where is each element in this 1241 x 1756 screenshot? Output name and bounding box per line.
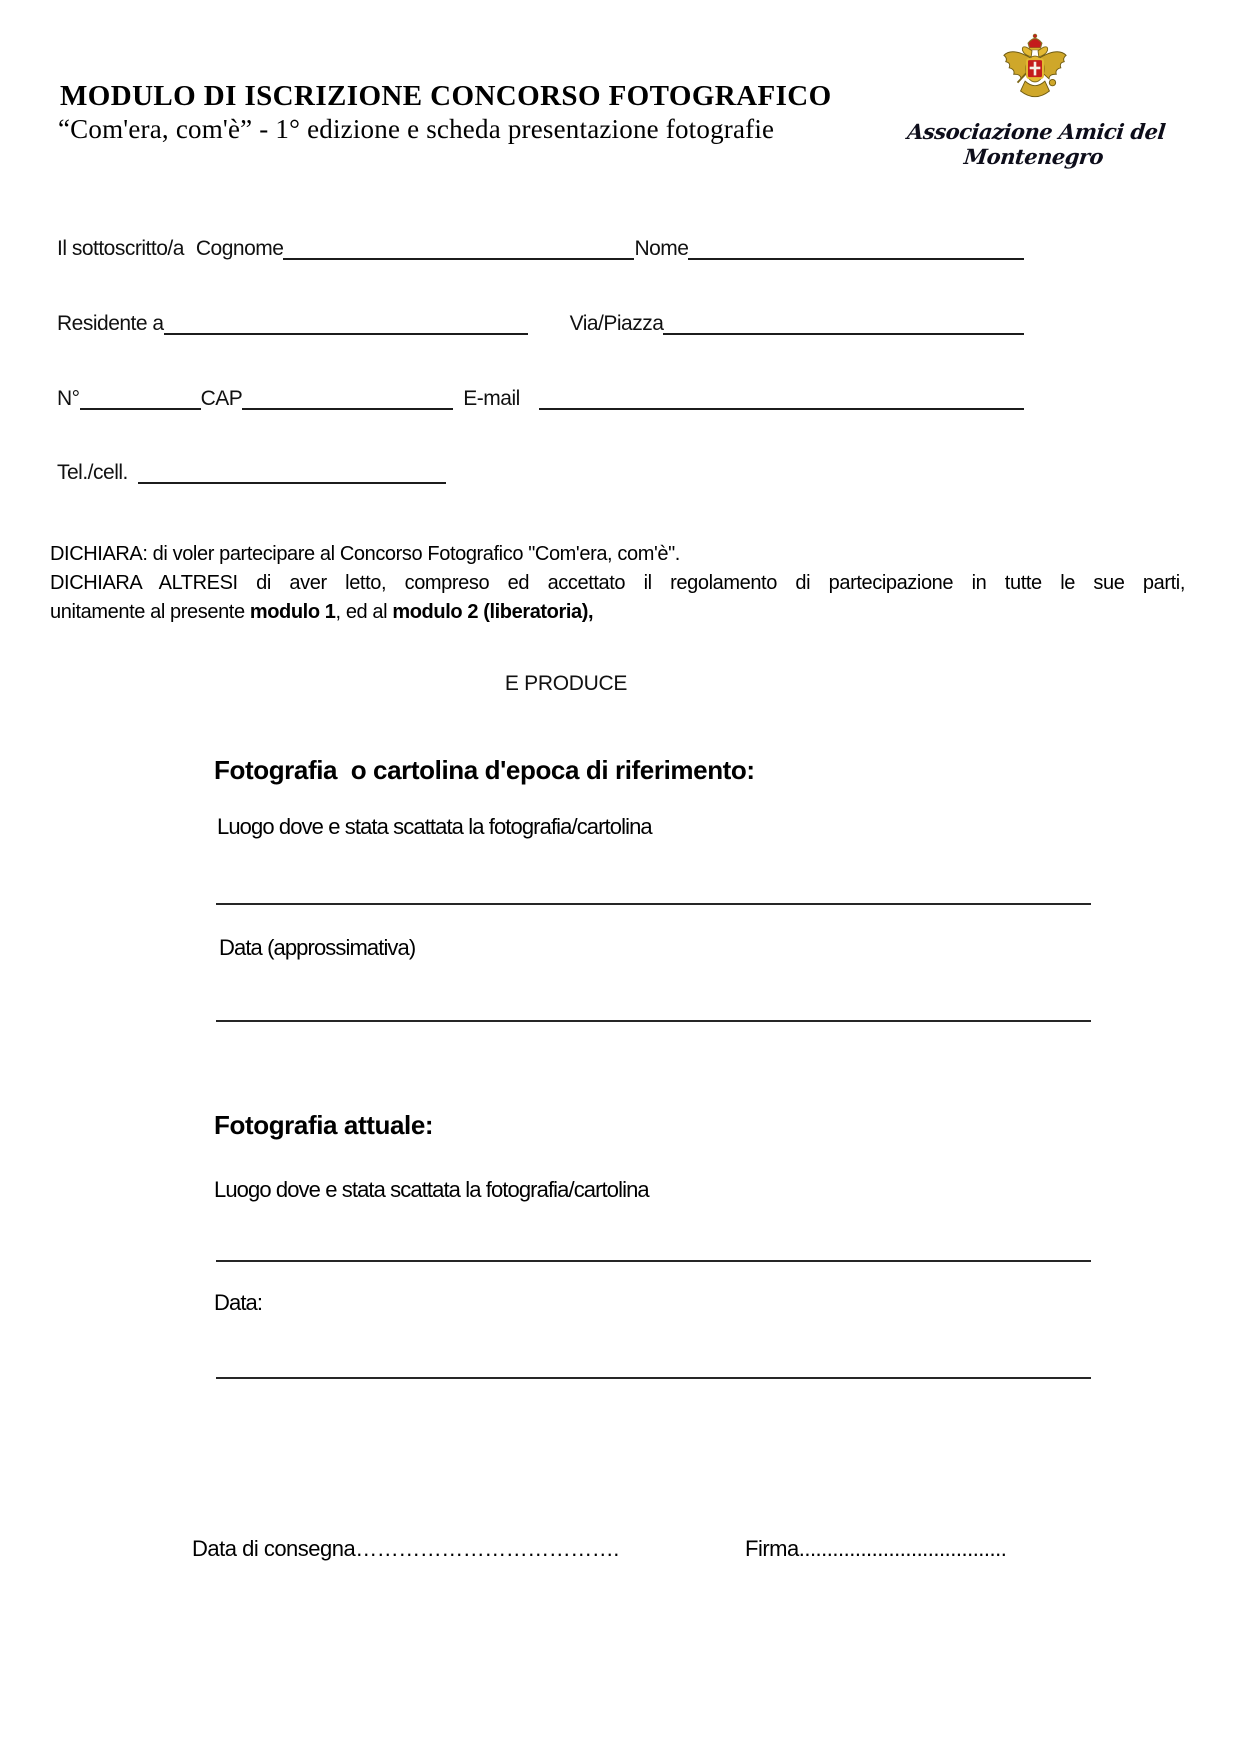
double-headed-eagle-crest-icon	[997, 32, 1073, 117]
vintage-location-write-line[interactable]	[216, 903, 1091, 905]
section-vintage-date-label: Data (approssimativa)	[219, 935, 416, 960]
tel-label: Tel./cell.	[57, 460, 128, 484]
modulo-2-bold-text: modulo 2 (liberatoria),	[392, 601, 594, 623]
current-location-write-line[interactable]	[216, 1260, 1091, 1262]
residente-field-line[interactable]	[164, 329, 528, 335]
sottoscritto-label: Il sottoscritto/a	[57, 236, 184, 260]
section-current-date-label: Data:	[214, 1290, 263, 1315]
cap-label: CAP	[200, 386, 243, 410]
declaration-paragraph	[50, 540, 1185, 627]
delivery-date-label: Data di consegna……………………………….	[192, 1536, 619, 1561]
row-phone	[57, 456, 467, 484]
row-address-details	[57, 382, 1024, 410]
vintage-date-write-line[interactable]	[216, 1020, 1091, 1022]
section-current-location-label: Luogo dove e stata scattata la fotografia/cartolina	[214, 1177, 649, 1202]
declaration-line-3-text: unitamente al presente	[50, 601, 250, 623]
declaration-line-2: DICHIARA ALTRESI di aver letto, compreso ed accettato il regolamento di partecipazione in tutte le sue parti,	[50, 572, 1185, 594]
row-residence	[57, 307, 1024, 335]
logo-caption: Associazione Amici del Montenegro	[906, 119, 1167, 169]
section-vintage-title: Fotografia o cartolina d'epoca di riferimento:	[214, 755, 755, 785]
via-piazza-field-line[interactable]	[663, 329, 1024, 335]
declaration-line-1: DICHIARA: di voler partecipare al Concorso Fotografico "Com'era, com'è".	[50, 543, 680, 565]
email-field-line[interactable]	[539, 404, 1024, 410]
produce-heading: E PRODUCE	[504, 672, 628, 695]
declaration-line-3	[50, 598, 1185, 627]
row-subscriber	[57, 232, 1024, 260]
association-logo	[880, 32, 1190, 169]
section-vintage-location-label: Luogo dove e stata scattata la fotografia/cartolina	[217, 814, 652, 839]
page-title: MODULO DI ISCRIZIONE CONCORSO FOTOGRAFICO	[60, 80, 832, 112]
declaration-line-3-mid: , ed al	[335, 601, 393, 623]
page-subtitle: “Com'era, com'è” - 1° edizione e scheda presentazione fotografie	[58, 114, 775, 144]
nome-label: Nome	[634, 236, 689, 260]
tel-field-line[interactable]	[138, 478, 446, 484]
cognome-label: Cognome	[195, 236, 284, 260]
signature-label: Firma.....................................	[745, 1536, 1007, 1561]
via-piazza-label: Via/Piazza	[569, 311, 664, 335]
modulo-1-bold-text: modulo 1	[249, 601, 336, 623]
numero-label: N°	[57, 386, 80, 410]
section-current-title: Fotografia attuale:	[214, 1110, 434, 1140]
nome-field-line[interactable]	[688, 254, 1024, 260]
cap-field-line[interactable]	[242, 404, 453, 410]
residente-label: Residente a	[57, 311, 164, 335]
cognome-field-line[interactable]	[283, 254, 634, 260]
numero-field-line[interactable]	[80, 404, 201, 410]
email-label: E-mail	[463, 386, 520, 410]
current-date-write-line[interactable]	[216, 1377, 1091, 1379]
